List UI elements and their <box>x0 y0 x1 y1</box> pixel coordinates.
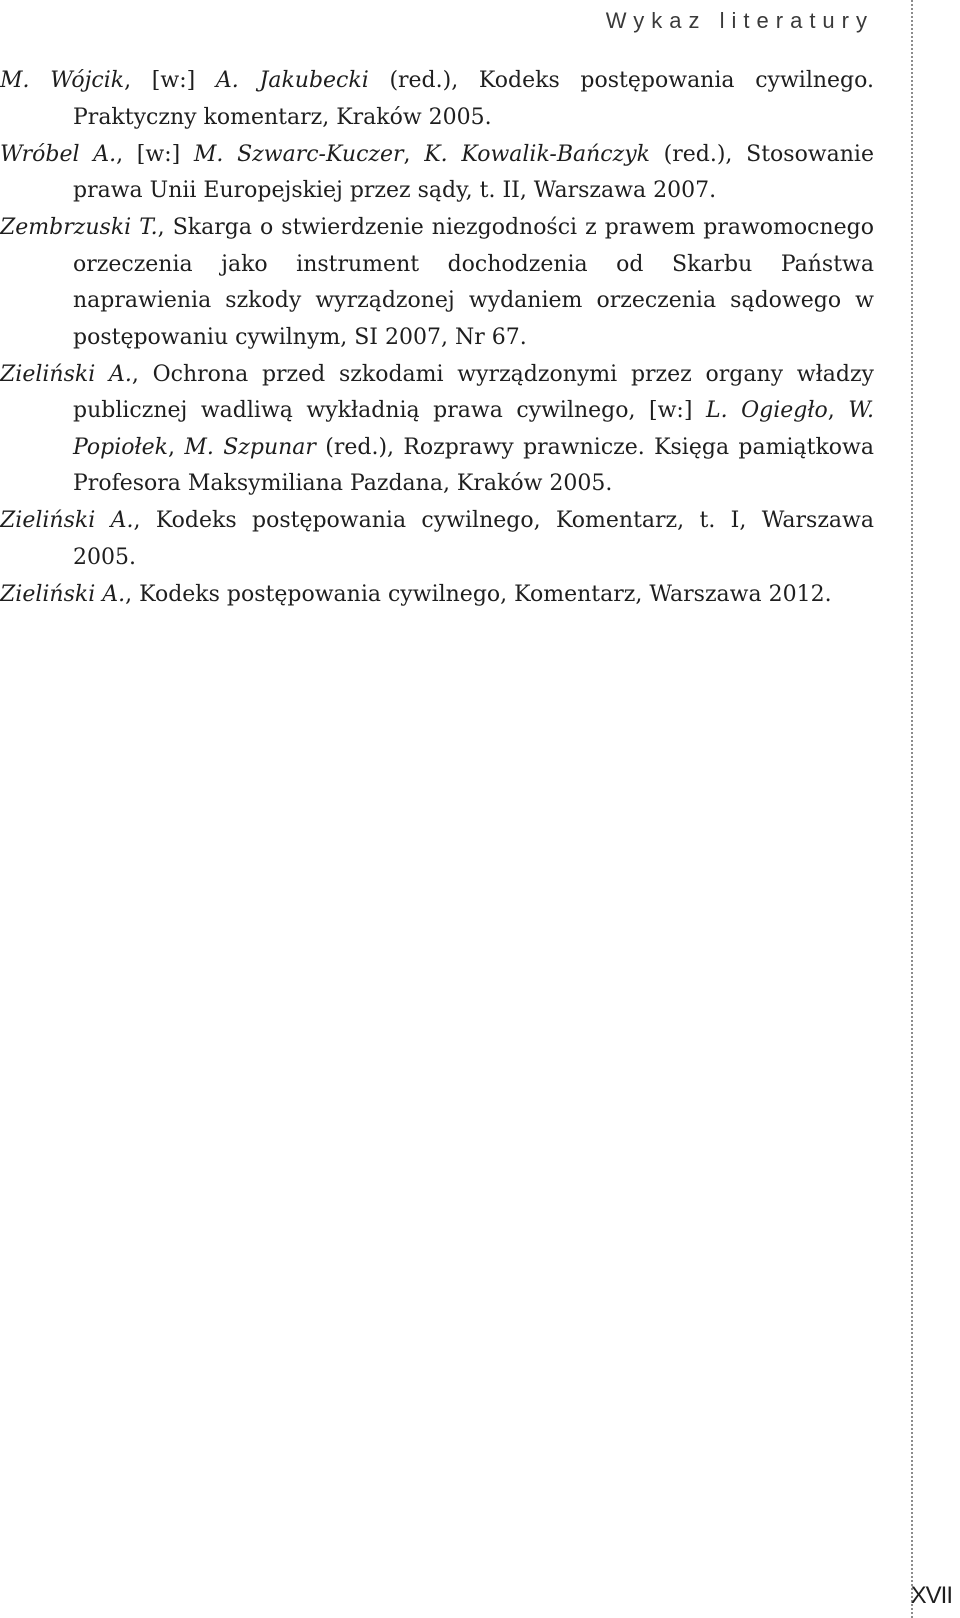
bibliography-entry <box>0 357 874 503</box>
entry-author: Zembrzuski T. <box>0 215 158 240</box>
entry-text: (red.), Kodeks postępowania cywilnego. Praktyczny komentarz, Kraków 2005. <box>73 68 874 130</box>
entry-author: M. Wójcik <box>0 68 125 93</box>
entry-text: (red.), Stosowanie prawa Unii Europejskiej przez sądy, t. II, Warszawa 2007. <box>73 141 874 203</box>
bibliography-list <box>0 63 874 614</box>
entry-text: , <box>403 141 425 167</box>
entry-author: Zieliński A. <box>0 508 134 533</box>
entry-text: , Kodeks postępowania cywilnego, Komentarz, Warszawa 2012. <box>125 581 832 607</box>
bibliography-entry <box>0 210 874 356</box>
entry-editor: K. Kowalik-Bańczyk <box>424 141 650 167</box>
running-head: Wykaz literatury <box>605 8 874 33</box>
margin-dotted-rule <box>911 0 913 1618</box>
entry-text: , Skarga o stwierdzenie niezgodności z prawem prawomocnego orzeczenia jako instrument dochodzenia od Skarbu Państwa naprawienia szkody wyrządzonej wydaniem orzeczenia sądowego w postępowaniu cywilnym, SI 2007, Nr 67. <box>73 215 874 350</box>
entry-text: , Ochrona przed szkodami wyrządzonymi przez organy władzy publicznej wadliwą wykładnią prawa cywilnego, [w:] <box>73 361 874 423</box>
entry-editor: L. Ogiegło <box>705 398 828 423</box>
page-number: XVII <box>910 1582 952 1609</box>
bibliography-entry <box>0 503 874 576</box>
entry-text: , <box>827 398 849 423</box>
entry-text: , <box>168 434 185 460</box>
bibliography-entry <box>0 137 874 210</box>
entry-author: Zieliński A. <box>0 361 132 387</box>
bibliography-entry <box>0 577 874 614</box>
entry-editor: W. Popiołek <box>73 398 874 460</box>
entry-text: , Kodeks postępowania cywilnego, Komentarz, t. I, Warszawa 2005. <box>73 508 874 570</box>
entry-editor: M. Szwarc-Kuczer <box>193 141 404 167</box>
entry-editor: A. Jakubecki <box>215 68 369 93</box>
entry-text: , [w:] <box>124 68 216 93</box>
entry-text: (red.), Rozprawy prawnicze. Księga pamiątkowa Profesora Maksymiliana Pazdana, Kraków 2005. <box>73 434 874 496</box>
entry-author: Wróbel A. <box>0 141 117 167</box>
entry-text: , [w:] <box>116 141 194 167</box>
entry-author: Zieliński A. <box>0 581 126 607</box>
bibliography-entry <box>0 63 874 136</box>
entry-editor: M. Szpunar <box>184 434 316 460</box>
